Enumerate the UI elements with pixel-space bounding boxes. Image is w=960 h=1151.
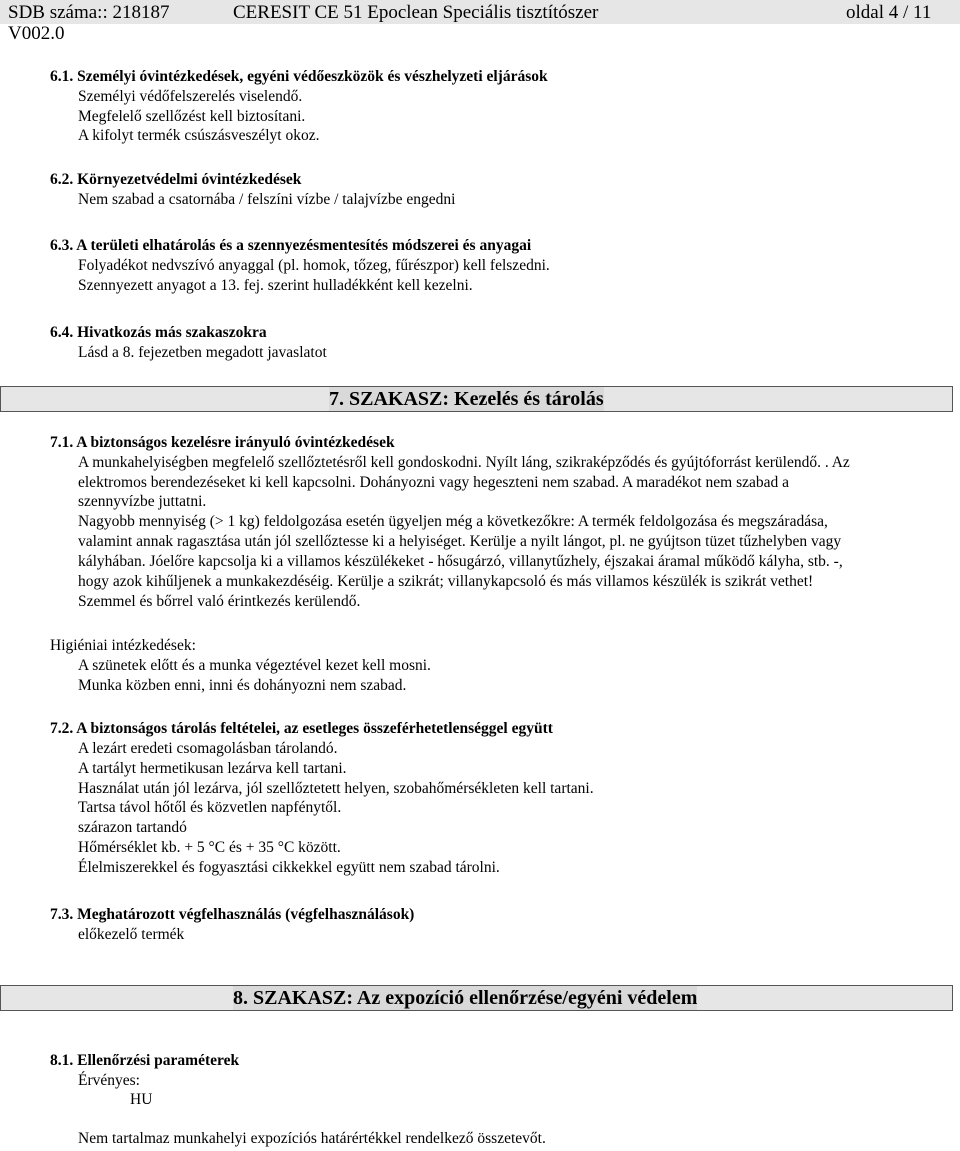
sdb-number: SDB száma:: 218187 xyxy=(8,2,170,23)
section-6-4-title: 6.4. Hivatkozás más szakaszokra xyxy=(50,324,267,341)
text-line: Használat után jól lezárva, jól szellőztetett helyen, szobahőmérsékleten kell tartani. xyxy=(78,780,594,797)
text-line: Munka közben enni, inni és dohányozni nem szabad. xyxy=(78,677,407,694)
text-line: A tartályt hermetikusan lezárva kell tartani. xyxy=(78,760,347,777)
text-line: Hőmérséklet kb. + 5 °C és + 35 °C között. xyxy=(78,839,341,856)
text-line: Szemmel és bőrrel való érintkezés kerülendő. xyxy=(78,593,361,610)
text-line: A szünetek előtt és a munka végeztével kezet kell mosni. xyxy=(78,657,431,674)
text-line: Nem tartalmaz munkahelyi expozíciós határértékkel rendelkező összetevőt. xyxy=(78,1130,546,1147)
section-8-1-title: 8.1. Ellenőrzési paraméterek xyxy=(50,1052,240,1069)
text-line: Élelmiszerekkel és fogyasztási cikkekkel együtt nem szabad tárolni. xyxy=(78,859,500,876)
text-line: A munkahelyiségben megfelelő szellőztetésről kell gondoskodni. Nyílt láng, szikraképződés és gyújtóforrást kerülendő. . Az xyxy=(78,454,850,471)
section-8-heading: 8. SZAKASZ: Az expozíció ellenőrzése/egyéni védelem xyxy=(233,987,698,1009)
section-7-1-title: 7.1. A biztonságos kezelésre irányuló óvintézkedések xyxy=(50,434,395,451)
text-line: kályhában. Jóelőre kapcsolja ki a villamos készülékeket - hősugárzó, villanytűzhely, éjszakai áramal működő kályha, stb. -, xyxy=(78,553,843,570)
section-7-3-title: 7.3. Meghatározott végfelhasználás (végfelhasználások) xyxy=(50,906,415,923)
product-name: CERESIT CE 51 Epoclean Speciális tisztítószer xyxy=(233,2,599,23)
section-6-1-title: 6.1. Személyi óvintézkedések, egyéni védőeszközök és vészhelyzeti eljárások xyxy=(50,68,548,85)
text-line: A kifolyt termék csúszásveszélyt okoz. xyxy=(78,127,320,144)
text-line: elektromos berendezéseket ki kell kapcsolni. Dohányozni vagy hegeszteni nem szabad. A maradékot nem szabad a xyxy=(78,474,790,491)
text-line: Nem szabad a csatornába / felszíni vízbe / talajvízbe engedni xyxy=(78,191,456,208)
country-code: HU xyxy=(130,1091,153,1108)
text-line: valamint annak ragasztása után jól szellőztesse ki a helyiséget. Kerülje a nyilt lángot, pl. ne gyújtson tüzet tűzhelyben vagy xyxy=(78,533,842,550)
section-6-2-title: 6.2. Környezetvédelmi óvintézkedések xyxy=(50,171,302,188)
text-line: A lezárt eredeti csomagolásban tárolandó. xyxy=(78,740,338,757)
text-line: előkezelő termék xyxy=(78,926,185,943)
section-7-heading: 7. SZAKASZ: Kezelés és tárolás xyxy=(329,388,604,410)
section-8-banner xyxy=(0,985,953,1011)
section-6-3-title: 6.3. A területi elhatárolás és a szennyezésmentesítés módszerei és anyagai xyxy=(50,237,532,254)
text-line: Megfelelő szellőzést kell biztosítani. xyxy=(78,108,306,125)
text-line: szennyvízbe juttatni. xyxy=(78,493,207,510)
text-line: Szennyezett anyagot a 13. fej. szerint hulladékként kell kezelni. xyxy=(78,277,473,294)
text-line: Lásd a 8. fejezetben megadott javaslatot xyxy=(78,344,327,361)
section-7-banner xyxy=(0,386,953,412)
section-7-2-title: 7.2. A biztonságos tárolás feltételei, az esetleges összeférhetetlenséggel együtt xyxy=(50,720,553,737)
valid-label: Érvényes: xyxy=(78,1072,140,1089)
version: V002.0 xyxy=(8,23,65,44)
page-header xyxy=(0,0,960,44)
text-line: Személyi védőfelszerelés viselendő. xyxy=(78,88,303,105)
text-line: Folyadékot nedvszívó anyaggal (pl. homok, tőzeg, fűrészpor) kell felszedni. xyxy=(78,257,550,274)
text-line: hogy azok kihűljenek a munkakezdéséig. Kerülje a szikrát; villanykapcsoló és más villamos készülék is szikrát vethet! xyxy=(78,573,814,590)
text-line: Tartsa távol hőtől és közvetlen napfénytől. xyxy=(78,799,342,816)
page-number: oldal 4 / 11 xyxy=(846,2,932,23)
text-line: Nagyobb mennyiség (> 1 kg) feldolgozása esetén ügyeljen még a következőkre: A termék feldolgozása és megszáradása, xyxy=(78,513,828,530)
text-line: szárazon tartandó xyxy=(78,819,187,836)
hygiene-label: Higiéniai intézkedések: xyxy=(50,637,196,654)
